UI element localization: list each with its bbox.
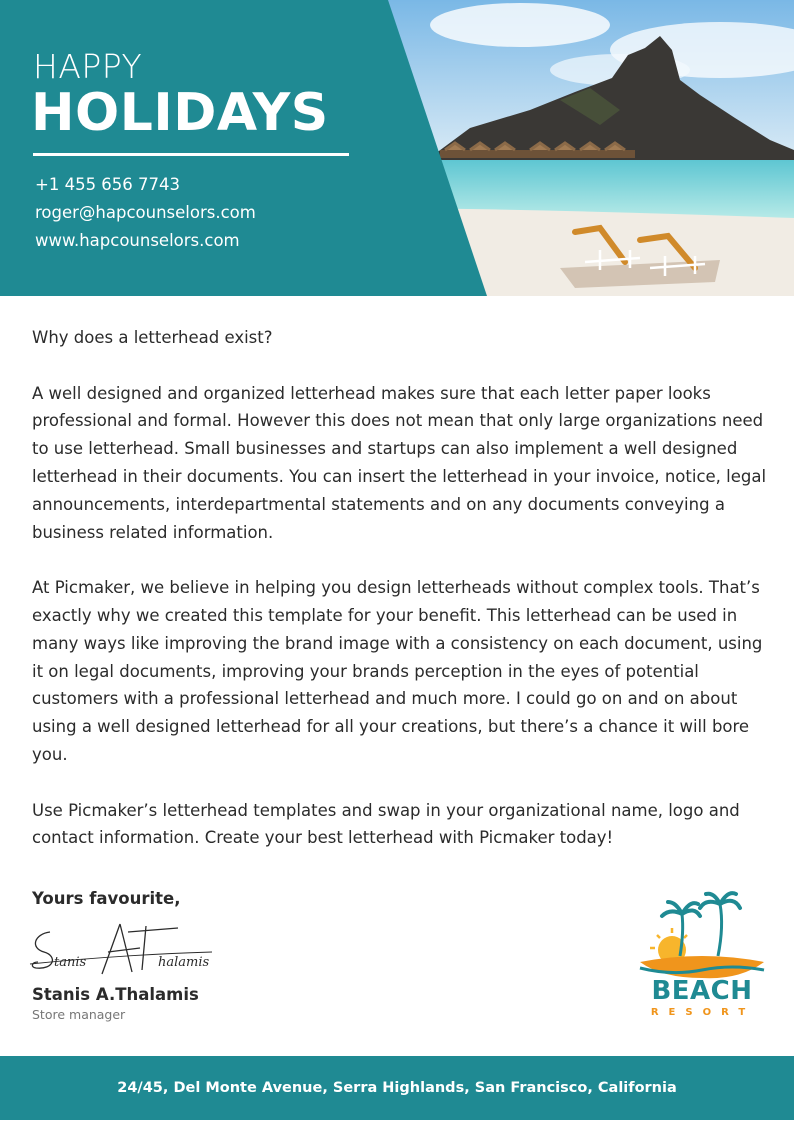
letter-paragraph: Why does a letterhead exist? [32,328,273,347]
title-happy: HAPPY [33,47,143,86]
contact-info [35,171,256,255]
letter-body [32,324,772,880]
contact-email: roger@hapcounselors.com [35,203,256,222]
contact-website: www.hapcounselors.com [35,231,240,250]
letter-paragraph: Use Picmaker’s letterhead templates and swap in your organizational name, logo and contact information. Create your best letterhead with Picmaker today! [32,800,740,848]
contact-phone: +1 455 656 7743 [35,175,181,194]
handwritten-signature [28,918,218,988]
beach-island-palm-icon [632,890,772,980]
logo-subword: RESORT [650,1007,756,1018]
letter-paragraph: At Picmaker, we believe in helping you design letterheads without complex tools. That’s exactly why we created this template for your benefit. This letterhead can be used in many ways like improving the brand image with a consistency on each document, using it on legal documents, improving your brands perception in the eyes of potential customers with a professional letterhead and much more. I could go on and on about using a well designed letterhead for all your creations, but there’s a chance it will bore you. [32,578,763,764]
logo-word: BEACH [651,976,753,1006]
title-divider [33,153,349,156]
letter-closing: Yours favourite, [32,889,181,908]
letter-paragraph: A well designed and organized letterhead makes sure that each letter paper looks professional and formal. However this does not mean that only large organizations need to use letterhead. Small businesses and startups can also implement a well designed letterhead in their documents. You can insert the letterhead in your invoice, notice, legal announcements, interdepartmental statements and on any documents conveying a business related information. [32,383,767,542]
beach-resort-logo [632,890,772,1025]
footer-address: 24/45, Del Monte Avenue, Serra Highlands, San Francisco, California [117,1080,677,1096]
header [0,0,794,296]
signer-role: Store manager [32,1007,126,1022]
signer-name: Stanis A.Thalamis [32,985,199,1004]
title-holidays: HOLIDAYS [31,83,329,143]
footer-bar [0,1056,794,1120]
svg-text:halamis: halamis [158,955,210,970]
svg-text:tanis: tanis [54,955,87,970]
